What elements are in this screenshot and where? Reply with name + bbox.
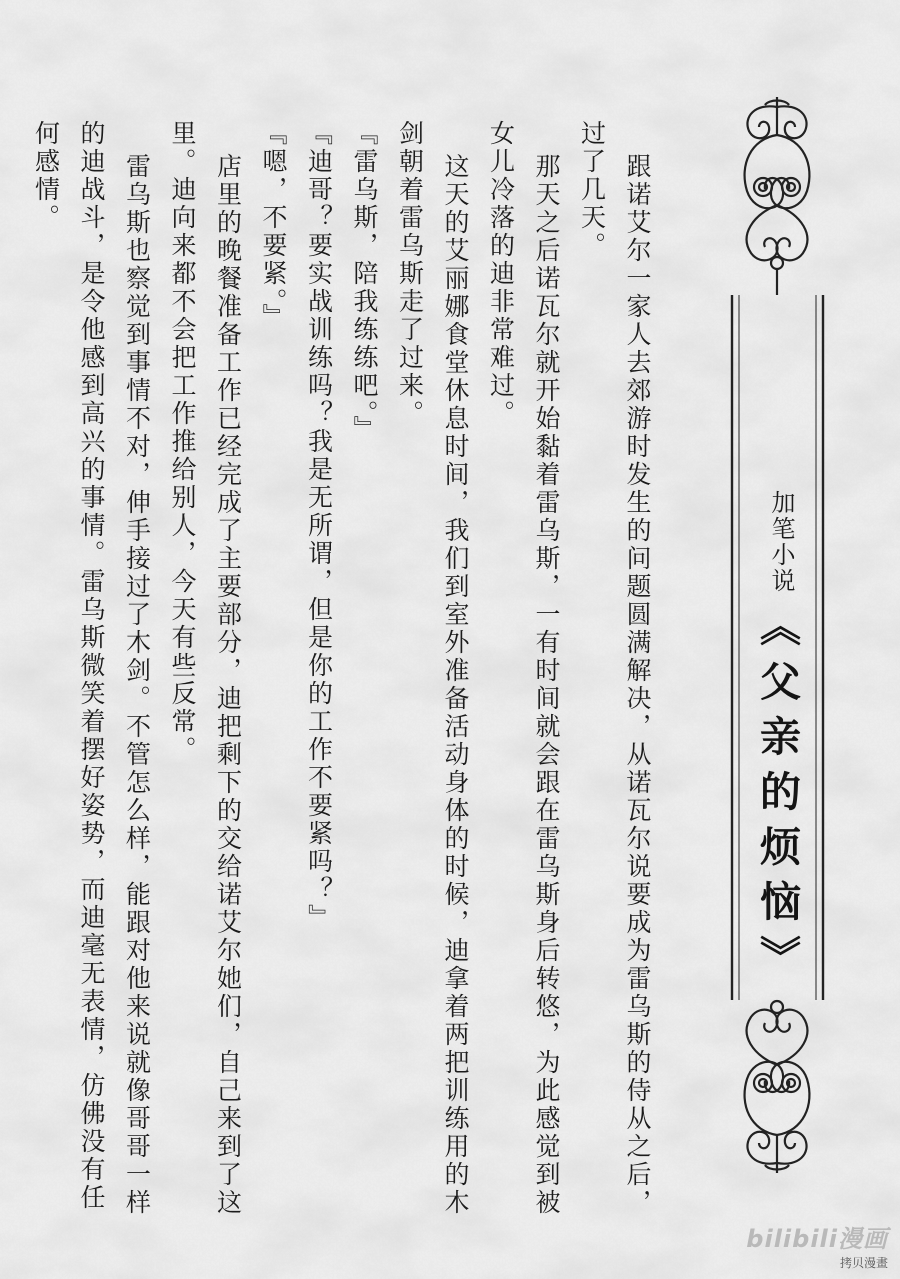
title-main: 《父亲的烦恼》 (753, 605, 801, 990)
top-scroll-ornament (745, 97, 810, 295)
story-paragraph: 那天之后诺瓦尔就开始黏着雷乌斯，一有时间就会跟在雷乌斯身后转悠，为此感觉到被女儿冷落的迪非常难过。 (486, 120, 561, 1217)
story-paragraph: 『迪哥？要实战训练吗？我是无所谓，但是你的工作不要紧吗？』 (304, 120, 334, 932)
story-body (23, 120, 660, 1220)
bottom-scroll-ornament (745, 1000, 810, 1173)
story-paragraph: 雷乌斯也察觉到事情不对，伸手接过了木剑。不管怎么样，能跟对他来说就像哥哥一样的迪战斗，是令他感到高兴的事情。雷乌斯微笑着摆好姿势，而迪毫无表情，仿佛没有任何感情。 (31, 120, 152, 1217)
story-paragraph: 这天的艾丽娜食堂休息时间，我们到室外准备活动身体的时候，迪拿着两把训练用的木剑朝着雷乌斯走了过来。 (395, 120, 470, 1217)
title-panel (725, 95, 830, 1175)
title-label: 加笔小说 (767, 490, 795, 594)
watermark (746, 1219, 888, 1271)
story-paragraph: 店里的晚餐准备工作已经完成了主要部分，迪把剩下的交给诺艾尔她们，自己来到了这里。迪向来都不会把工作推给别人，今天有些反常。 (168, 120, 243, 1217)
story-paragraph: 『雷乌斯，陪我练练吧。』 (350, 120, 379, 444)
story-paragraph: 跟诺艾尔一家人去郊游时发生的问题圆满解决，从诺瓦尔说要成为雷乌斯的侍从之后，过了几天。 (577, 120, 652, 1217)
watermark-logo: bilibili漫画 (746, 1225, 888, 1253)
story-paragraph: 『嗯，不要紧。』 (259, 120, 288, 332)
watermark-name: 拷贝漫畫 (839, 1256, 888, 1270)
